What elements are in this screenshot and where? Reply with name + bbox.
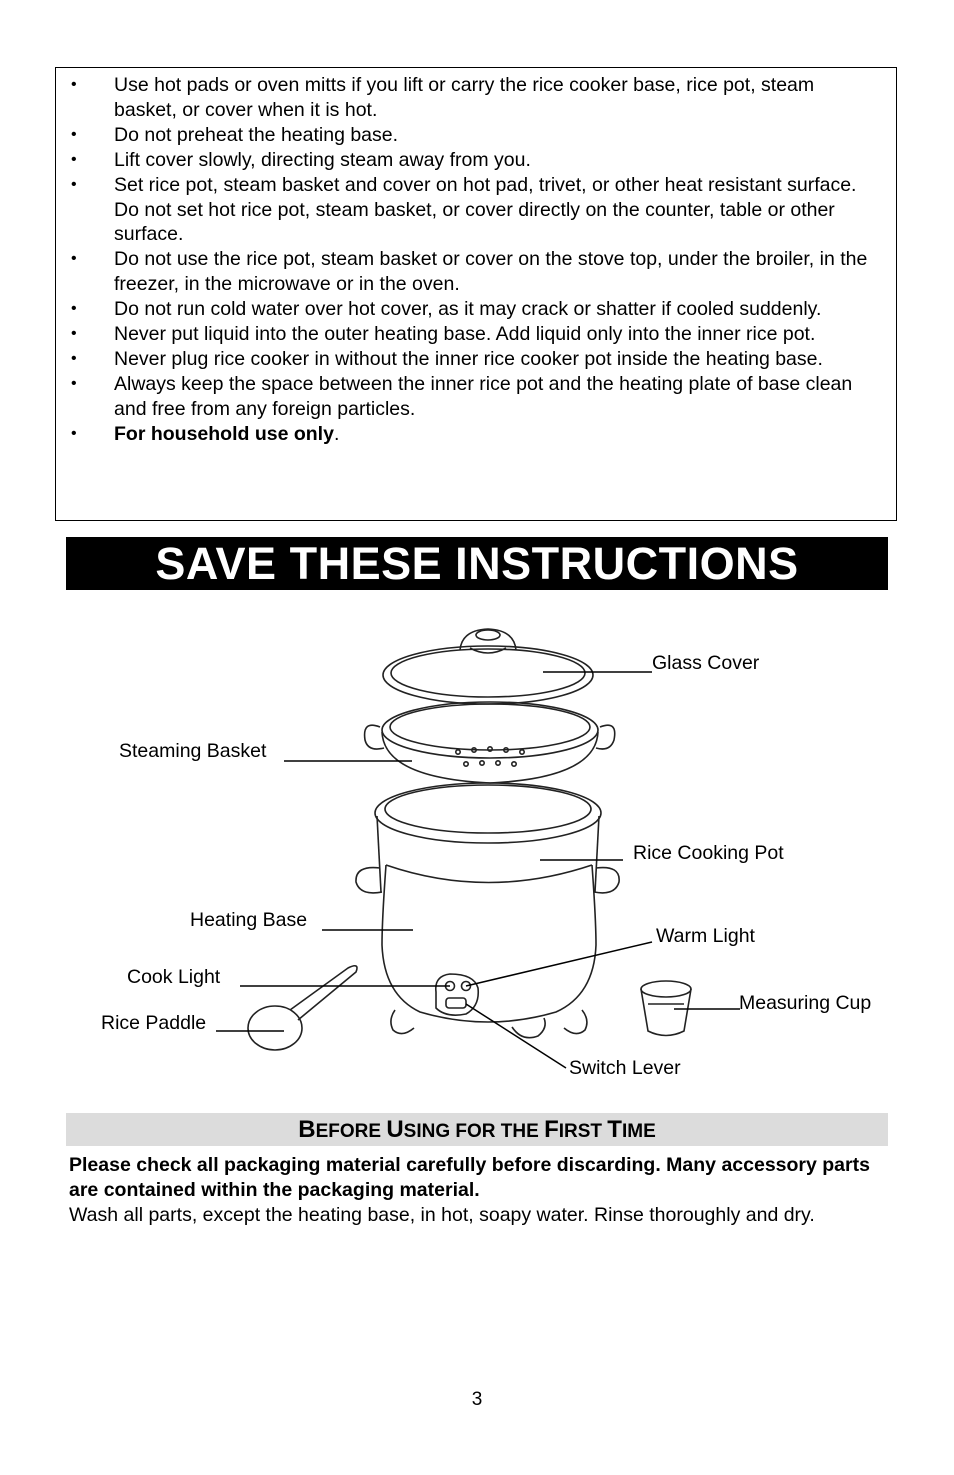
safety-item: • Lift cover slowly, directing steam away from you. — [71, 148, 531, 171]
rice-paddle-drawing — [248, 966, 357, 1050]
packaging-warning: Please check all packaging material carefully before discarding. Many accessory parts are contained within the packaging material. — [69, 1154, 870, 1201]
before-using-text — [69, 1153, 879, 1228]
safety-item: • Set rice pot, steam basket and cover on hot pad, trivet, or other heat resistant surface. Do not set hot rice pot, steam basket, or cover directly on the counter, table or other surface. — [71, 173, 857, 246]
wash-instructions: Wash all parts, except the heating base, in hot, soapy water. Rinse thoroughly and dry. — [69, 1204, 815, 1226]
label-rice-cooking-pot: Rice Cooking Pot — [633, 842, 784, 864]
safety-item: • Always keep the space between the inner rice pot and the heating plate of base clean and free from any foreign particles. — [71, 372, 853, 420]
label-glass-cover: Glass Cover — [652, 652, 760, 674]
bullet-icon: • — [71, 125, 77, 143]
safety-item: • Never plug rice cooker in without the inner rice cooker pot inside the heating base. — [71, 347, 823, 370]
rice-pot-drawing — [375, 783, 601, 892]
label-steaming-basket: Steaming Basket — [119, 740, 267, 762]
bullet-icon: • — [71, 300, 77, 318]
heating-base-drawing — [356, 865, 619, 1038]
page-number: 3 — [471, 1389, 483, 1410]
label-switch-lever: Switch Lever — [569, 1057, 681, 1079]
safety-warnings-box — [55, 67, 897, 521]
label-warm-light: Warm Light — [656, 925, 755, 947]
safety-item: • Do not run cold water over hot cover, as it may crack or shatter if cooled suddenly. — [71, 298, 822, 321]
bullet-icon: • — [71, 325, 77, 343]
bullet-icon: • — [71, 424, 77, 442]
bullet-icon: • — [71, 150, 77, 168]
bullet-icon: • — [71, 175, 77, 193]
bullet-icon: • — [71, 374, 77, 392]
label-measuring-cup: Measuring Cup — [739, 992, 872, 1014]
safety-item: • Do not preheat the heating base. — [71, 123, 399, 146]
safety-item-household: • For household use only. — [71, 422, 340, 445]
safety-item: • Never put liquid into the outer heating base. Add liquid only into the inner rice pot. — [71, 323, 816, 346]
rice-cooker-diagram — [0, 600, 954, 1100]
label-rice-paddle: Rice Paddle — [101, 1012, 207, 1034]
steaming-basket-drawing — [365, 702, 615, 783]
bullet-icon: • — [71, 76, 77, 93]
section-heading-before-using: BEFORE USING FOR THE FIRST TIME — [66, 1113, 888, 1146]
bullet-icon: • — [71, 349, 77, 367]
safety-item: • Do not use the rice pot, steam basket or cover on the stove top, under the broiler, in the freezer, in the microwave or in the oven. — [71, 248, 868, 296]
safety-item: • Use hot pads or oven mitts if you lift or carry the rice cooker base, rice pot, steam basket, or cover when it is hot. — [71, 74, 815, 121]
label-cook-light: Cook Light — [127, 966, 221, 988]
glass-cover-drawing — [383, 629, 593, 704]
safety-list — [56, 73, 896, 447]
leader-lines — [216, 672, 740, 1068]
label-heating-base: Heating Base — [190, 909, 308, 931]
save-instructions-banner: SAVE THESE INSTRUCTIONS — [66, 537, 888, 590]
bullet-icon: • — [71, 250, 77, 268]
